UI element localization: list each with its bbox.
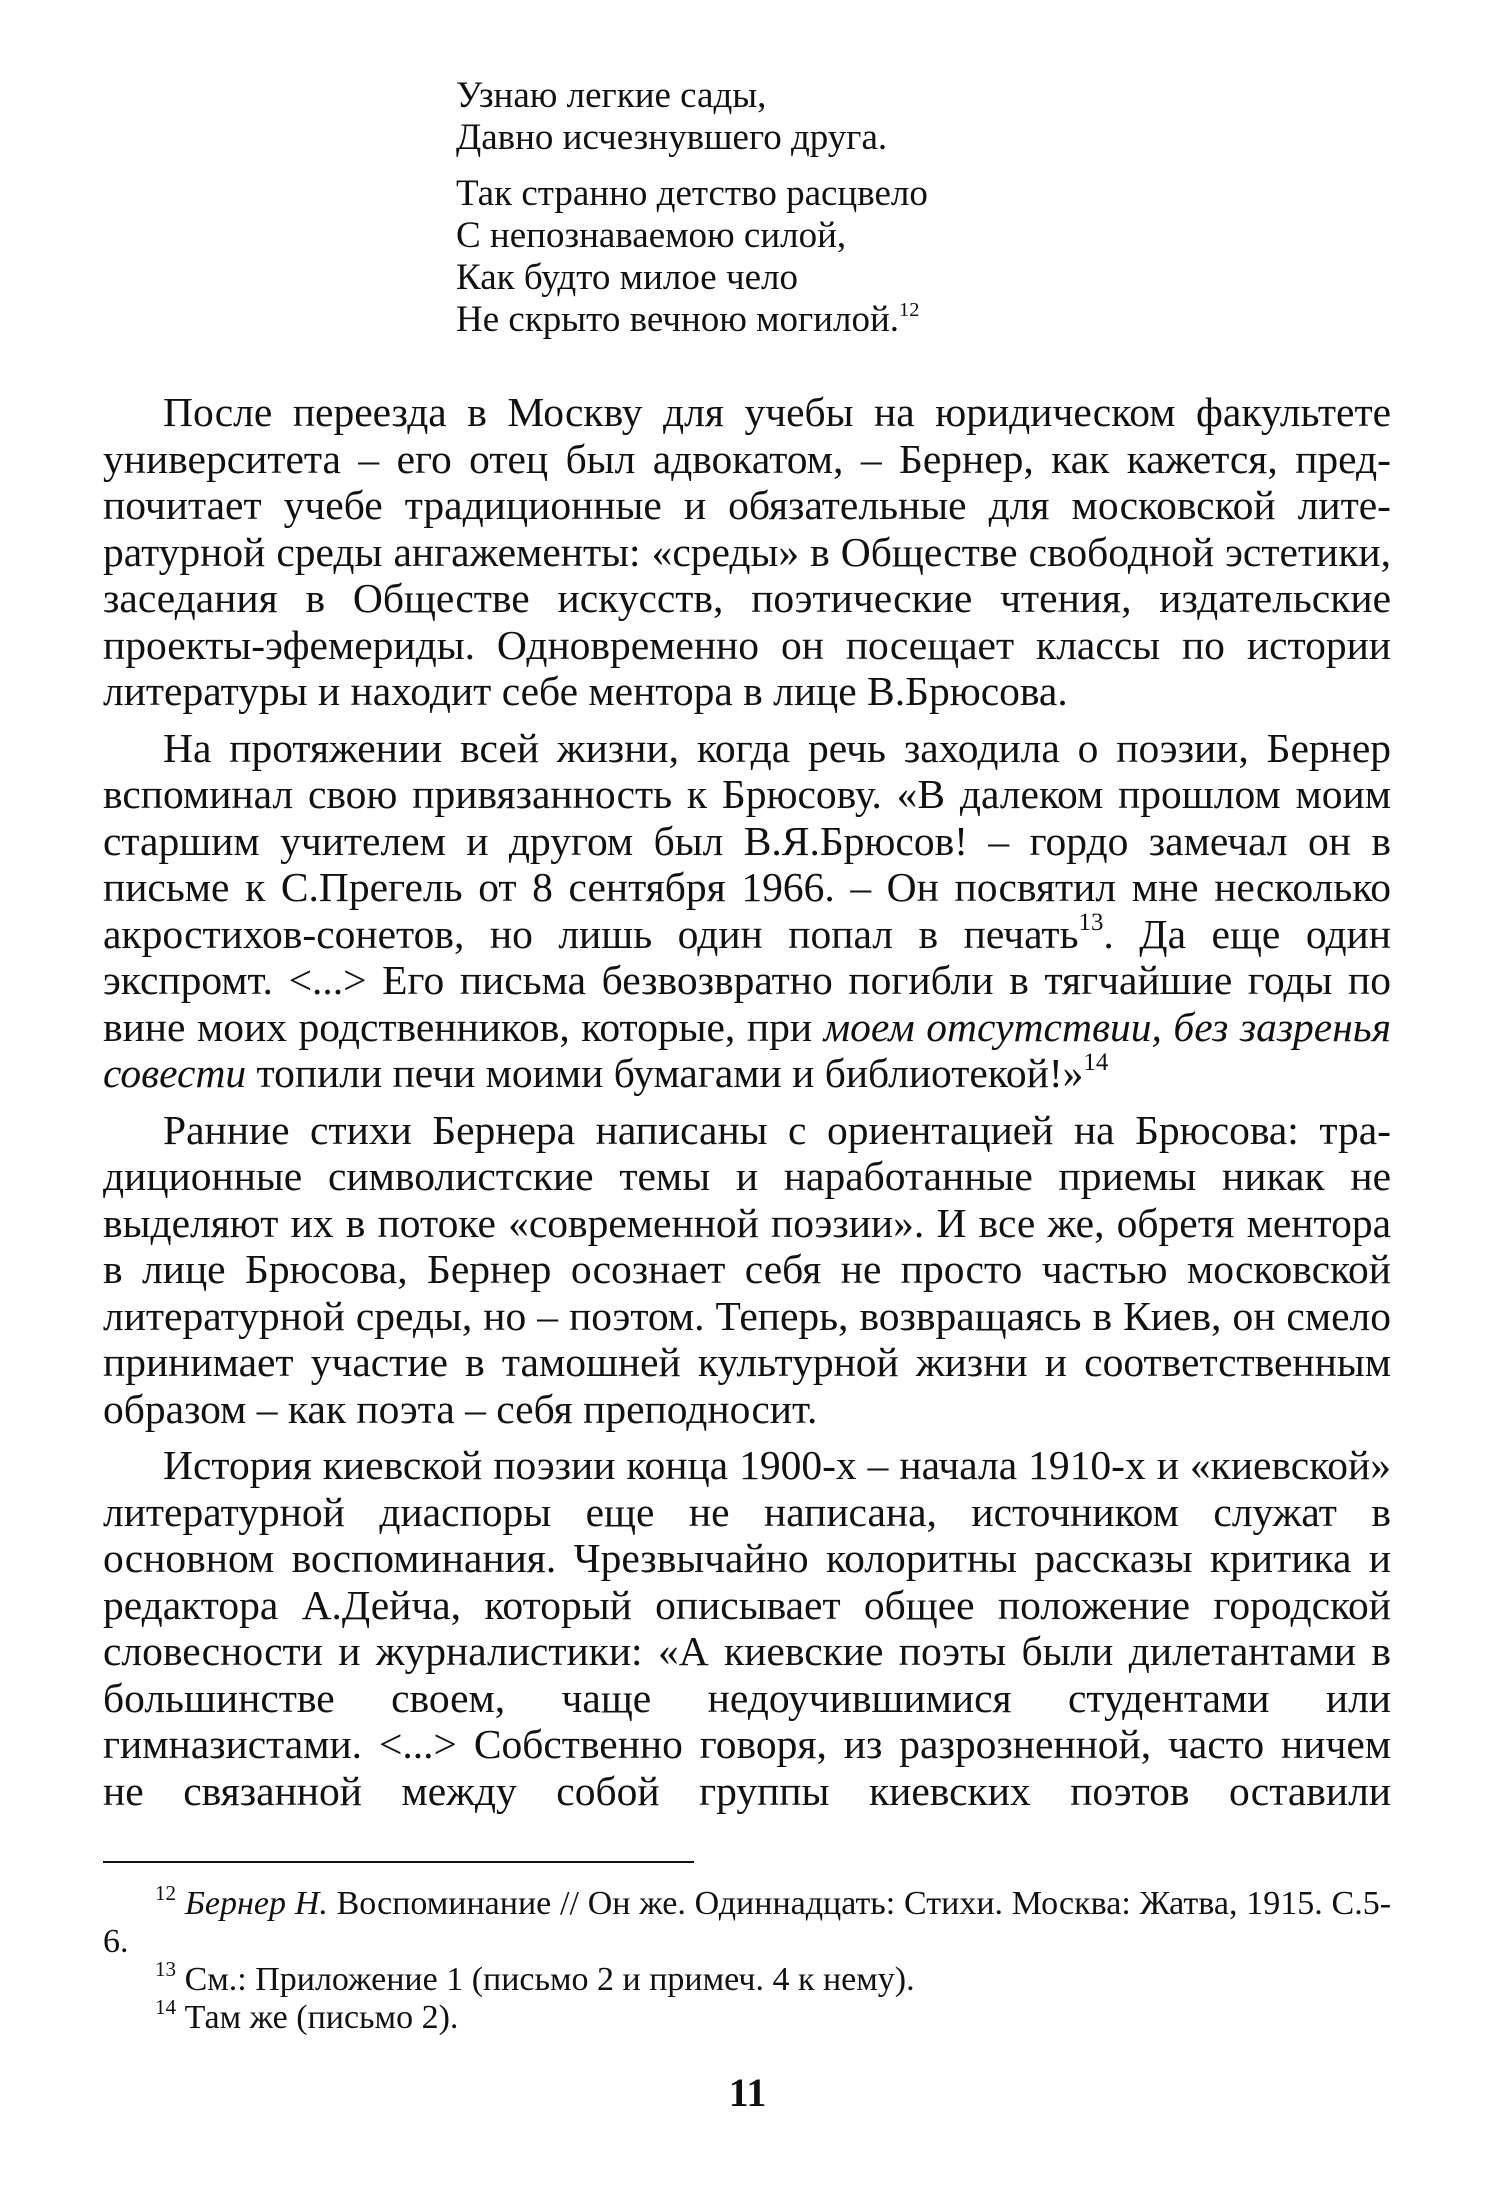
poem-epigraph — [456, 75, 1156, 341]
footnote-ref[interactable]: 13 — [1078, 909, 1104, 937]
paragraph-text: На протяжении всей жизни, когда речь заходила о поэзии, Бернер вспоминал свою привязанность к Брюсову. «В далеком прошлом моим старшим учителем и другом был В.Я.Брюсов! – гордо замечал он в письме к С.Прегель от 8 сентября 1966. – Он посвятил мне несколько акростихов-сонетов, но лишь один попал в печать — [103, 724, 1391, 957]
footnote-text: Воспоминание // Он же. Одиннадцать: Стихи. Москва: Жатва, 1915. С.5-6. — [103, 1885, 1392, 1960]
poem-line: Узнаю легкие сады, — [456, 75, 767, 116]
poem-line-last — [456, 299, 1156, 341]
paragraph — [103, 725, 1391, 1097]
poem-line: Как будто милое чело — [456, 257, 798, 298]
footnote-text — [176, 1885, 185, 1922]
footnote-author: Бернер Н. — [184, 1885, 328, 1922]
poem-line: С непознаваемою силой, — [456, 215, 847, 256]
footnote-text: См.: Приложение 1 (письмо 2 и примеч. 4 к нему). — [176, 1961, 915, 1998]
footnote-number: 12 — [155, 1881, 177, 1906]
footnote-ref[interactable]: 14 — [1083, 1048, 1109, 1076]
paragraph: Ранние стихи Бернера написаны с ориентацией на Брюсова: традиционные символистские темы и наработанные приемы никак не выделяют их в потоке «современной поэзии». И все же, обретя ментора в лице Брюсова, Бернер осознает себя не просто частью московской литературной среды, но – поэтом. Теперь, возвращаясь в Киев, он смело принимает участие в тамошней культурной жизни и соответственным образом – как поэта – себя преподносит. — [103, 1106, 1391, 1432]
paragraph-text: топили печи моими бумагами и библиотекой!» — [246, 1050, 1084, 1096]
poem-line-text: Не скрыто вечною могилой. — [456, 299, 900, 340]
paragraph: История киевской поэзии конца 1900-х – начала 1910-х и «киевской» литературной диаспоры еще не написана, источником служат в основном воспоминания. Чрезвычайно колоритны рассказы критика и редактора А.Дейча, который описывает общее положение городской словесности и журналистики: «А киевские поэты были дилетантами в большинстве своем, чаще недоучившимися студентами или гимназистами. <...> Собственно говоря, из разрозненной, часто ничем не связанной между собой группы киевских поэтов оставили — [103, 1442, 1391, 1814]
paragraph-text: . Да еще один экспромт. <...> Его письма безвозвратно погибли в тягчайшие годы по вине моих родственников, которые, при — [103, 910, 1391, 1050]
poem-stanza — [456, 75, 1156, 159]
footnote-number: 14 — [155, 1995, 177, 2020]
page-number: 11 — [728, 2070, 767, 2115]
footnote-divider — [103, 1861, 694, 1863]
footnote — [103, 1957, 1391, 1999]
footnote-number: 13 — [155, 1957, 177, 1982]
footnote — [103, 1995, 1391, 2037]
main-text — [103, 389, 1391, 1814]
footnote-ref[interactable]: 12 — [899, 298, 920, 321]
paragraph: После переезда в Москву для учебы на юридическом факультете университета – его отец был адвокатом, – Бернер, как кажется, предпочитает учебе традиционные и обязательные для московской литературной среды ангажементы: «среды» в Обществе свободной эстетики, заседания в Обществе искусств, поэтические чтения, издательские проекты-эфемериды. Одновременно он посещает классы по истории литературы и находит себе ментора в лице В.Брюсова. — [103, 389, 1391, 714]
poem-line: Давно исчезнувшего друга. — [456, 117, 888, 158]
italic-emphasis: моем отсутствии, без зазренья совести — [103, 1003, 1391, 1096]
footnote — [103, 1881, 1392, 1961]
poem-line: Так странно детство расцвело — [456, 173, 928, 214]
footnote-text: Там же (письмо 2). — [176, 1999, 459, 2036]
footnotes — [103, 1881, 1392, 2037]
poem-stanza — [456, 173, 1156, 341]
